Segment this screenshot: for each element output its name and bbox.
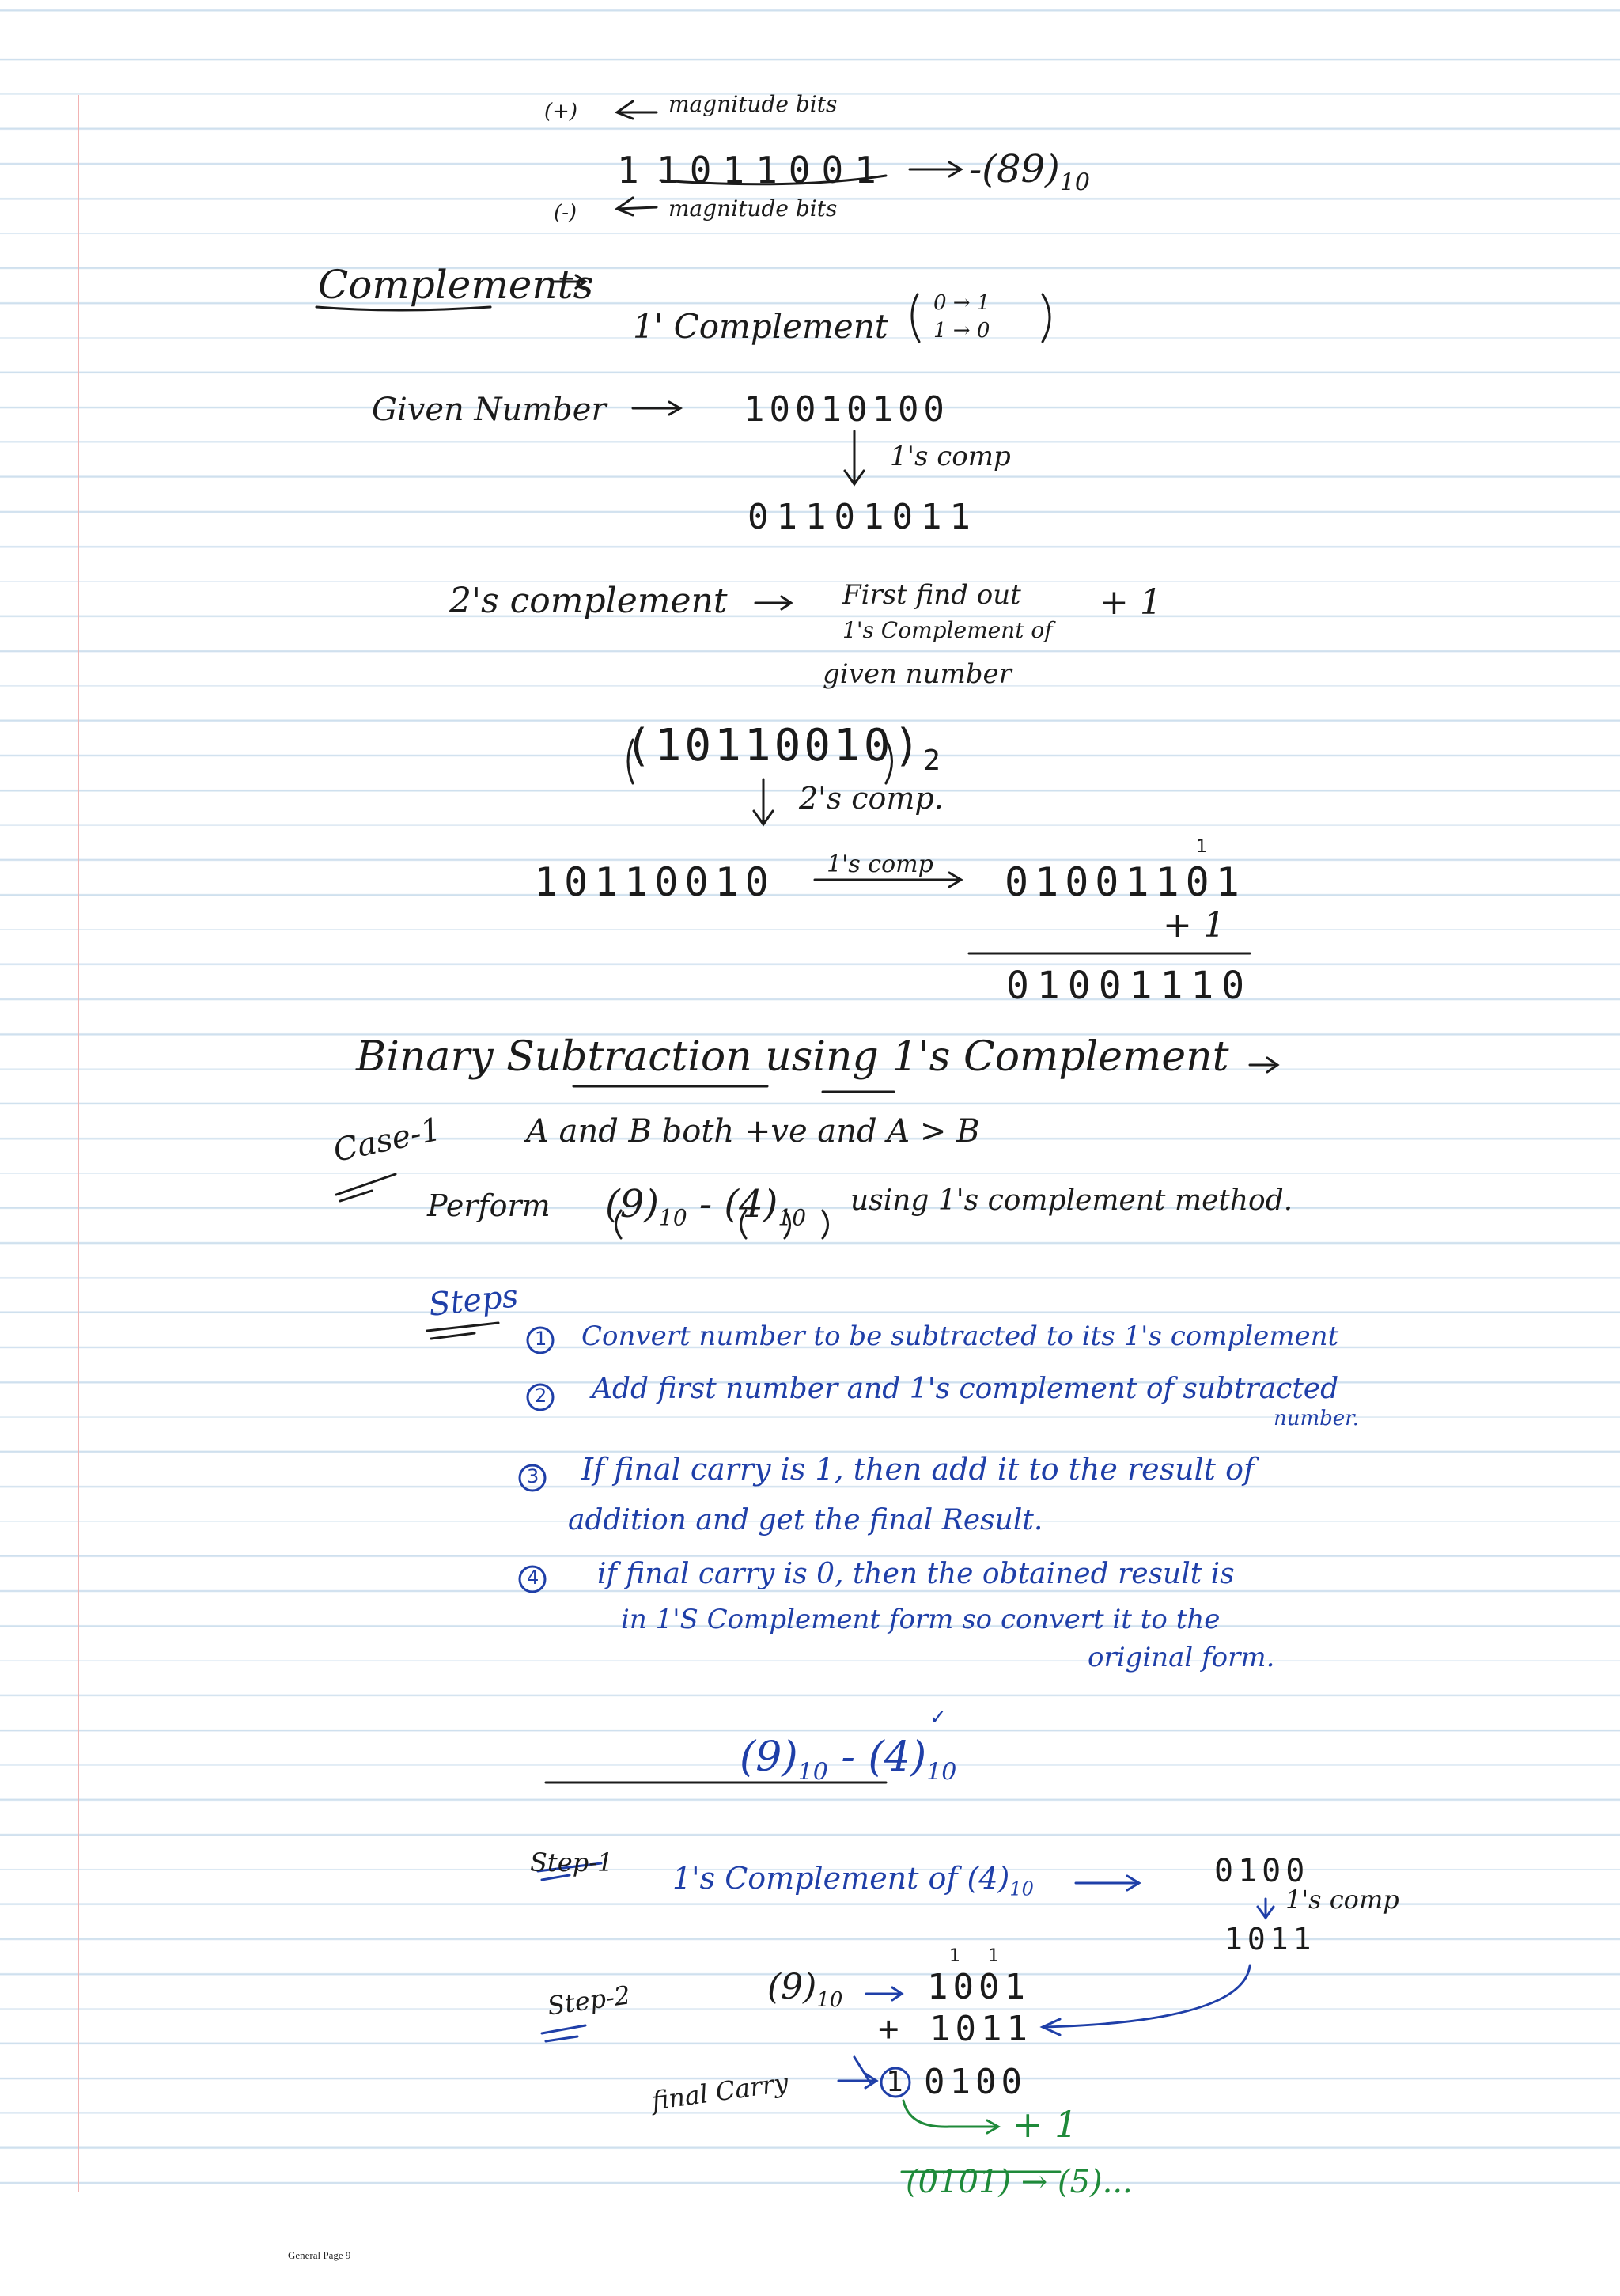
twos-explain-line2: 1's Complement of [842, 617, 1053, 643]
twos-example-number: $(10110010)_2$ [625, 720, 941, 778]
step-3-number: 3 [527, 1465, 539, 1487]
complements-heading: Complements [318, 262, 594, 308]
step-4-text-cont: in 1'S Complement form so convert it to the [621, 1604, 1221, 1635]
step-4-text-cont2: original form. [1088, 1642, 1275, 1673]
example-expression: $(9)_{10} - (4)_{10}$ [740, 1733, 957, 1786]
perform-method-text: using 1's complement method. [850, 1184, 1293, 1217]
case-label: Case-1 [330, 1111, 445, 1170]
twos-calc-plus-one: + 1 [1163, 905, 1225, 945]
step-1-text: Convert number to be subtracted to its 1's complement [581, 1320, 1339, 1352]
tick-mark: ✓ [929, 1706, 947, 1730]
step-1-label: Step-1 [530, 1847, 614, 1877]
magnitude-bits-bottom-label: magnitude bits [668, 195, 838, 222]
steps-label: Steps [426, 1278, 520, 1324]
twos-calc-arrow-label: 1's comp [827, 851, 933, 878]
step-2-label: Step-2 [545, 1980, 633, 2021]
step-2-text-cont: number. [1274, 1407, 1360, 1430]
twos-calc-right: 01001101 [1005, 859, 1246, 905]
plus-sign-label: (+) [544, 100, 578, 123]
twos-calc-left: 10110010 [534, 859, 775, 905]
step-1-result: 1011 [1224, 1922, 1316, 1957]
minus-sign-label: (-) [554, 201, 577, 225]
sign-magnitude-result: $-(89)_{10}$ [969, 147, 1090, 197]
add-carry-back: + 1 [1012, 2103, 1078, 2146]
step-1-value: 0100 [1214, 1853, 1310, 1889]
step-1-number: 1 [535, 1328, 547, 1350]
rule-one-to-zero: 1 → 0 [933, 319, 990, 343]
case-description: A and B both +ve and A > B [526, 1113, 980, 1150]
page-footer: General Page 9 [288, 2249, 351, 2261]
twos-explain-line3: given number [823, 658, 1012, 690]
final-result-partial: (0101) → (5)... [906, 2166, 1133, 2200]
step-2-operand-a: $(9)_{10}$ [767, 1967, 843, 2012]
step-2-top-number: 1001 [927, 1967, 1030, 2007]
step-3-text: If final carry is 1, then add it to the result of [581, 1452, 1255, 1487]
twos-plus-one: + 1 [1100, 582, 1162, 623]
twos-complement-title: 2's complement [449, 581, 728, 621]
perform-label: Perform [427, 1188, 551, 1223]
ones-complement-result: 01101011 [748, 497, 978, 537]
step-1-comp-label: 1's comp [1285, 1885, 1399, 1915]
twos-carry-mark: 1 [1196, 837, 1207, 857]
step-2-number: 2 [535, 1385, 547, 1407]
step-4-text: if final carry is 0, then the obtained result is [597, 1558, 1235, 1590]
sign-bit: 1 [617, 149, 647, 191]
final-carry-digit: 1 [886, 2066, 903, 2098]
ones-complement-title: 1' Complement [633, 307, 888, 346]
step-2-added-number: + 1011 [878, 2009, 1032, 2049]
magnitude-bits-value: 1011001 [657, 149, 888, 191]
given-number-label: Given Number [372, 392, 607, 428]
sum-remaining-bits: 0100 [924, 2062, 1027, 2102]
final-carry-label: final Carry [649, 2067, 790, 2116]
step-2-carries: 1 1 [949, 1946, 1010, 1966]
magnitude-bits-top-label: magnitude bits [668, 91, 838, 117]
given-number-value: 10010100 [744, 389, 949, 430]
twos-comp-arrow-label: 2's comp. [799, 781, 944, 816]
twos-explain-line1: First find out [842, 579, 1021, 611]
rule-zero-to-one: 0 → 1 [933, 291, 990, 315]
step-2-text: Add first number and 1's complement of subtracted [592, 1373, 1339, 1405]
perform-expression: $(9)_{10} - (4)_{10}$ [605, 1182, 807, 1231]
step-4-number: 4 [527, 1567, 539, 1589]
step-3-text-cont: addition and get the final Result. [568, 1504, 1043, 1536]
step-1-description: 1's Complement of $(4)_{10}$ [672, 1861, 1034, 1900]
twos-calc-result: 01001110 [1006, 964, 1253, 1008]
ones-comp-arrow-label: 1's comp [890, 441, 1011, 472]
binary-subtraction-heading: Binary Subtraction using 1's Complement [356, 1033, 1229, 1081]
